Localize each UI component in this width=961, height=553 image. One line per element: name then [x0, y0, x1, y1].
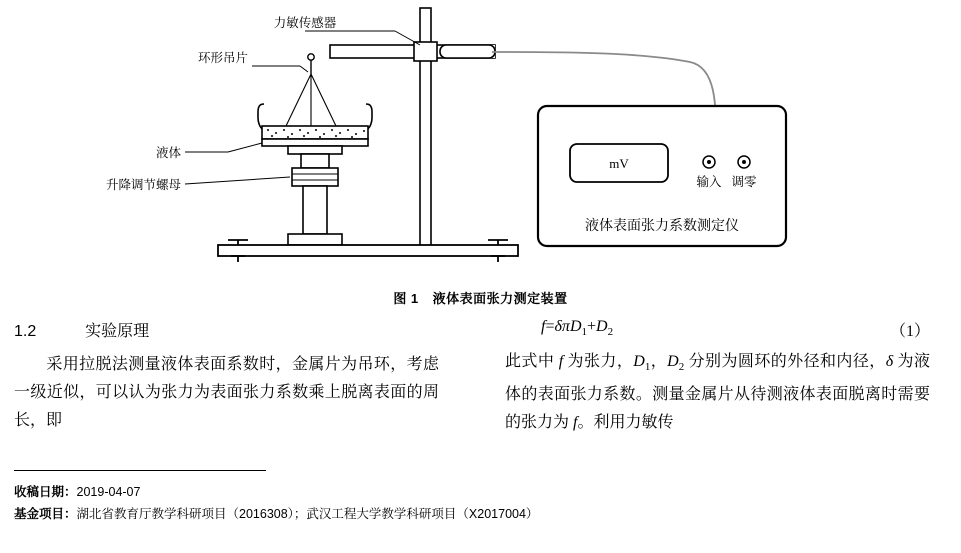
label-mv: mV	[609, 156, 629, 171]
footnote-fund	[14, 503, 539, 525]
base-plate	[218, 245, 518, 256]
figure-caption-text: 液体表面张力测定装置	[432, 291, 568, 306]
hook-loop	[308, 54, 314, 60]
figure-caption	[0, 288, 961, 307]
beam-clamp	[414, 42, 437, 61]
formula-expression: $f=\delta\pi D_1+D_2$	[541, 318, 614, 339]
footnote-fund-label: 基金项目：	[14, 507, 77, 521]
label-input: 输入	[696, 175, 722, 189]
left-paragraph-text: 采用拉脱法测量液体表面系数时，金属片为吊环，考虑一级近似，可以认为张力为表面张力系数乘上脱离表面的周长，即	[14, 356, 439, 429]
figure-caption-number: 图 1	[393, 291, 419, 306]
section-heading	[14, 318, 439, 341]
adjust-nut	[292, 168, 338, 186]
left-paragraph	[14, 351, 439, 435]
formula-number: （1）	[889, 323, 930, 340]
formula-line	[505, 318, 930, 348]
label-liquid: 液体	[155, 146, 181, 160]
footnote-received	[14, 481, 434, 503]
section-number: 1.2	[14, 323, 37, 340]
section-title: 实验原理	[85, 323, 150, 340]
body-columns	[0, 318, 961, 478]
footnote-received-label: 收稿日期：	[14, 485, 77, 499]
right-paragraph: 此式中 f 为张力，$D_1$，$D_2$ 分别为圆环的外径和内径，δ 为液体的表面张力系数。测量金属片从待测液体表面脱离时需要的张力为 f。利用力敏传	[505, 353, 930, 432]
label-instrument: 液体表面张力系数测定仪	[585, 217, 739, 233]
label-force-sensor: 力敏传感器	[273, 16, 337, 30]
label-ring: 环形吊片	[197, 51, 248, 65]
footnote-received-value: 2019-04-07	[76, 485, 141, 499]
label-zero: 调零	[731, 175, 757, 189]
label-adjust-nut: 升降调节螺母	[105, 178, 181, 192]
left-column	[14, 318, 439, 435]
footnote-block	[14, 470, 539, 525]
footnote-fund-value: 湖北省教育厅教学科研项目（2016308）；武汉工程大学教学科研项目（X2017004）	[76, 507, 539, 521]
footnote-rule	[14, 470, 266, 471]
right-column	[505, 318, 930, 437]
